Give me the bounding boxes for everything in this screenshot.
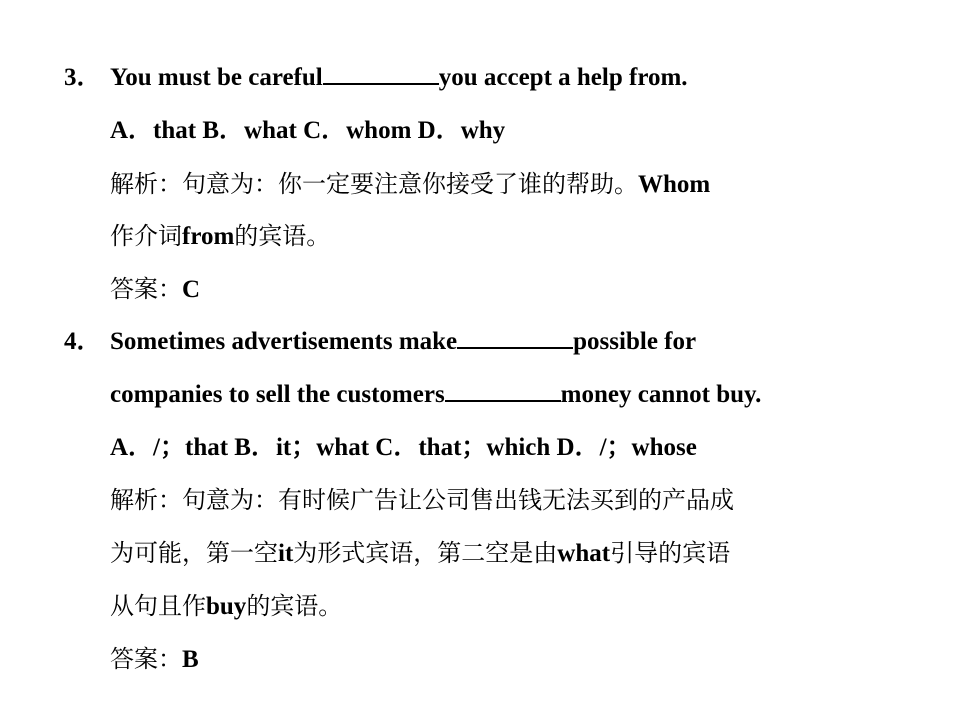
q4-stem-part4: money cannot buy. xyxy=(560,381,762,408)
q3-analysis-line1 xyxy=(110,168,710,201)
q3-answer: C xyxy=(182,276,201,303)
q3-analysis-word: Whom xyxy=(638,171,711,198)
q4-answer-label: 答案： xyxy=(110,645,182,673)
q4-stem-line2 xyxy=(110,379,761,411)
q3-options: A．that B．what C．whom D．why xyxy=(110,117,506,144)
q4-analysis-line2 xyxy=(110,537,730,570)
q3-analysis-text2a: 作介词 xyxy=(110,222,182,250)
q3-answer-line xyxy=(110,273,200,306)
q3-stem-part1: You must be careful xyxy=(110,64,323,91)
q4-analysis-word-buy: buy xyxy=(206,593,247,620)
q4-analysis-line1 xyxy=(110,484,734,517)
q3-number: 3． xyxy=(64,64,102,91)
q4-blank2 xyxy=(445,380,561,402)
q4-analysis-line3 xyxy=(110,590,342,623)
q4-answer-line xyxy=(110,643,199,676)
q4-blank1 xyxy=(457,327,573,349)
q4-analysis-text2c: 引导的宾语 xyxy=(610,539,731,567)
q4-stem-part3: companies to sell the customers xyxy=(110,381,445,408)
q3-analysis-label: 解析： xyxy=(110,170,182,198)
q3-analysis-line2 xyxy=(110,220,330,253)
q4-stem-line1 xyxy=(110,326,696,358)
q4-answer: B xyxy=(182,646,199,673)
q4-analysis-text3a: 从句且作 xyxy=(110,592,206,620)
q3-analysis-word2: from xyxy=(182,223,235,250)
q4-stem-part1: Sometimes advertisements make xyxy=(110,328,458,355)
q4-analysis-word-it: it xyxy=(278,540,294,567)
q4-analysis-text1: 句意为：有时候广告让公司售出钱无法买到的产品成 xyxy=(182,486,734,514)
q3-analysis-text1: 句意为：你一定要注意你接受了谁的帮助。 xyxy=(182,170,638,198)
q4-analysis-label: 解析： xyxy=(110,486,182,514)
q4-options: A．/；that B．it；what C．that；which D．/；whose xyxy=(110,434,697,461)
q3-blank xyxy=(323,63,439,85)
q4-analysis-text2b: 为形式宾语，第二空是由 xyxy=(293,539,558,567)
q4-number: 4． xyxy=(64,328,102,355)
q4-analysis-text2a: 为可能，第一空 xyxy=(110,539,278,567)
q4-analysis-text3b: 的宾语。 xyxy=(246,592,343,620)
q4-analysis-word-what: what xyxy=(557,540,611,567)
q3-stem xyxy=(110,62,688,94)
q3-answer-label: 答案： xyxy=(110,275,182,303)
q3-stem-part2: you accept a help from. xyxy=(438,64,688,91)
q3-analysis-text2b: 的宾语。 xyxy=(234,222,331,250)
q4-stem-part2: possible for xyxy=(573,328,697,355)
